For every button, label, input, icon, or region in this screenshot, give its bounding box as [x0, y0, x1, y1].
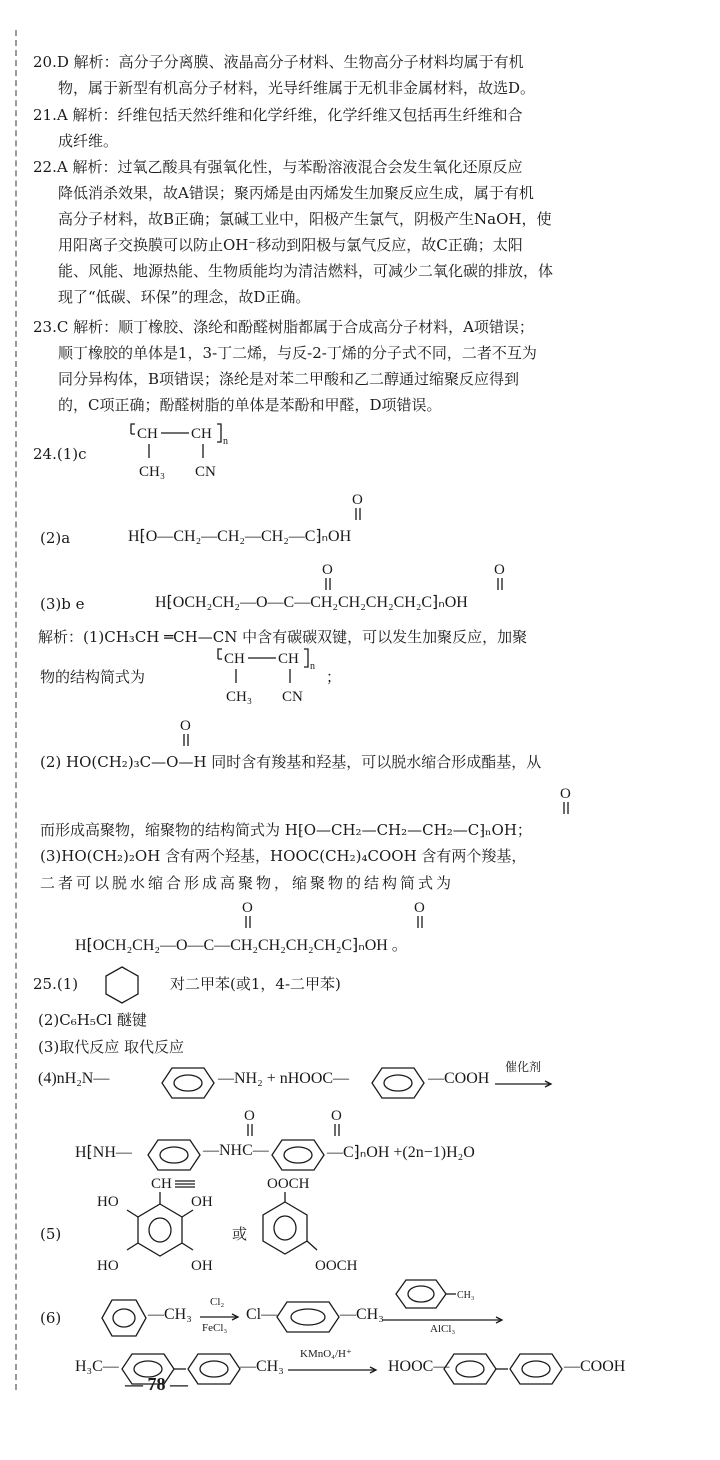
- struct-ch3: CH₃: [226, 689, 253, 705]
- answer-24-2-chain: H⁅O—CH₂—CH₂—CH₂—C⁆ₙOH: [128, 528, 352, 545]
- answer-22-line6: 现了“低碳、环保”的理念，故D正确。: [58, 288, 311, 306]
- answer-20-line1: 20.D 解析：高分子分离膜、液晶高分子材料、生物高分子材料均属于有机: [33, 53, 524, 71]
- answer-24-2-label: (2)a: [40, 529, 71, 547]
- struct-n: n: [223, 436, 228, 447]
- struct-ch3-small: CH₃: [457, 1290, 475, 1301]
- carbonyl-j7a: [238, 898, 258, 930]
- struct-ch3: CH₃: [139, 464, 166, 480]
- product-hooc: HOOC—: [388, 1358, 450, 1375]
- explanation-line3: (2) HO(CH₂)₃C—O—H 同时含有羧基和羟基，可以脱水缩合形成酯基，从: [40, 753, 542, 771]
- carbonyl-o: O: [494, 562, 505, 578]
- reaction-arrow-icon: [288, 1366, 380, 1376]
- benzene-ring-icon: [146, 1138, 202, 1172]
- carbonyl-j3: [176, 716, 196, 748]
- reagent-kmno4: KMnO₄/H⁺: [300, 1348, 352, 1360]
- explanation-line2-end: ；: [326, 668, 342, 686]
- answer-25-4-mid: —NH₂ + nHOOC—: [218, 1070, 350, 1087]
- page-number: — 78 —: [125, 1374, 188, 1394]
- benzene-ring-icon: [270, 1138, 326, 1172]
- benzene-ring-icon: [102, 965, 142, 1005]
- struct-ooch: OOCH: [315, 1258, 358, 1274]
- answer-25-6-label: (6): [40, 1309, 62, 1327]
- answer-24-3-chain: H⁅OCH₂CH₂—O—C—CH₂CH₂CH₂CH₂C⁆ₙOH: [155, 594, 468, 611]
- struct-oh: OH: [191, 1258, 213, 1274]
- carbonyl-j4: [556, 784, 576, 816]
- struct-n: n: [310, 661, 315, 672]
- answer-25-1-label: 25.(1): [33, 975, 79, 993]
- reaction-arrow-icon: [495, 1080, 555, 1090]
- struct-ch-1: CH: [224, 651, 245, 667]
- explanation-line6: 二者可以脱水缩合形成高聚物，缩聚物的结构简式为: [40, 874, 455, 892]
- carbonyl-24-3b: [490, 560, 510, 592]
- reagent-cl2: Cl₂: [210, 1296, 225, 1308]
- explanation-line5: (3)HO(CH₂)₂OH 含有两个羟基，HOOC(CH₂)₄COOH 含有两个羧基，: [40, 847, 527, 865]
- answer-22-line5: 能、风能、地源热能、生物质能均为清洁燃料，可减少二氧化碳的排放，体: [58, 262, 554, 280]
- struct-ho: HO: [97, 1258, 119, 1274]
- explanation-line2: 物的结构简式为: [40, 668, 146, 686]
- struct-ch-1: CH: [137, 426, 158, 442]
- struct-ch: CH: [151, 1176, 172, 1192]
- carbonyl-24-2: [348, 490, 368, 522]
- answer-22-line1: 22.A 解析：过氧乙酸具有强氧化性，与苯酚溶液混合会发生氧化还原反应: [33, 158, 523, 176]
- polymer-structure-1: [125, 420, 235, 482]
- biphenyl-h3c: H₃C—: [75, 1358, 119, 1375]
- toluene-reagent-structure: [396, 1276, 496, 1316]
- carbonyl-j7b: [410, 898, 430, 930]
- carbonyl-o: O: [560, 786, 571, 802]
- reagent-fecl3: FeCl₃: [202, 1322, 228, 1334]
- carbonyl-25-4a: [240, 1106, 260, 1138]
- explanation-line7: H⁅OCH₂CH₂—O—C—CH₂CH₂CH₂CH₂C⁆ₙOH 。: [75, 937, 408, 954]
- answer-25-5-label: (5): [40, 1225, 62, 1243]
- struct-cn: CN: [282, 689, 303, 705]
- reagent-alcl3: AlCl₃: [430, 1323, 456, 1335]
- carbonyl-o: O: [331, 1108, 342, 1124]
- binding-cut-line: [15, 30, 17, 1390]
- answer-23-line3: 同分异构体，B项错误；涤纶是对苯二甲酸和乙二醇通过缩聚反应得到: [58, 370, 520, 388]
- answer-22-line2: 降低消杀效果，故A错误；聚丙烯是由丙烯发生加聚反应生成，属于有机: [58, 184, 534, 202]
- answer-25-4-p3: —C⁆ₙOH +(2n−1)H₂O: [327, 1144, 475, 1161]
- answer-24-3-label: (3)b e: [40, 595, 85, 613]
- benzene-ring-icon: [275, 1300, 341, 1334]
- struct-ch-2: CH: [278, 651, 299, 667]
- answer-23-line2: 顺丁橡胶的单体是1，3-丁二烯，与反-2-丁烯的分子式不同，二者不互为: [58, 344, 537, 362]
- polymer-structure-2: [212, 645, 322, 707]
- carbonyl-o: O: [244, 1108, 255, 1124]
- answer-23-line4: 的，C项正确；酚醛树脂的单体是苯酚和甲醛，D项错误。: [58, 396, 442, 414]
- phenol-alkyne-structure: [95, 1174, 230, 1274]
- answer-25-5-or: 或: [232, 1225, 248, 1243]
- carbonyl-o: O: [352, 492, 363, 508]
- benzene-ring-icon: [160, 1066, 216, 1100]
- answer-25-4-right: —COOH: [428, 1070, 490, 1087]
- chloro-prefix: Cl—: [246, 1306, 278, 1323]
- answer-21-line2: 成纤维。: [58, 132, 119, 150]
- carbonyl-o: O: [414, 900, 425, 916]
- answer-23-line1: 23.C 解析：顺丁橡胶、涤纶和酚醛树脂都属于合成高分子材料，A项错误；: [33, 318, 534, 336]
- struct-ch-2: CH: [191, 426, 212, 442]
- struct-ho: HO: [97, 1194, 119, 1210]
- benzene-ring-icon: [100, 1298, 148, 1338]
- carbonyl-o: O: [242, 900, 253, 916]
- answer-25-4-p2: —NHC—: [203, 1142, 269, 1159]
- carbonyl-25-4b: [327, 1106, 347, 1138]
- answer-24-1-label: 24.(1)c: [33, 445, 87, 463]
- answer-25-2: (2)C₆H₅Cl 醚键: [38, 1011, 147, 1029]
- explanation-line1: 解析：(1)CH₃CH ═CH—CN 中含有碳碳双键，可以发生加聚反应，加聚: [38, 628, 528, 646]
- carbonyl-o: O: [322, 562, 333, 578]
- biphenyl-ch3: —CH₃: [240, 1358, 284, 1375]
- answer-25-4-p1: H⁅NH—: [75, 1144, 132, 1161]
- carbonyl-24-3a: [318, 560, 338, 592]
- answer-22-line4: 用阳离子交换膜可以防止OH⁻移动到阳极与氯气反应，故C正确；太阳: [58, 236, 523, 254]
- answer-25-1-text: 对二甲苯(或1，4-二甲苯): [170, 975, 341, 993]
- explanation-line4: 而形成高聚物，缩聚物的结构简式为 H⁅O—CH₂—CH₂—CH₂—C⁆ₙOH；: [40, 821, 532, 839]
- chlorotoluene-ch3: —CH₃: [340, 1306, 384, 1323]
- benzene-ring-icon: [370, 1066, 426, 1100]
- biphenyl-ring-icon: [442, 1352, 572, 1388]
- carbonyl-o: O: [180, 718, 191, 734]
- answer-21-line1: 21.A 解析：纤维包括天然纤维和化学纤维，化学纤维又包括再生纤维和合: [33, 106, 523, 124]
- toluene-ch3: —CH₃: [148, 1306, 192, 1323]
- answer-25-4-left: (4)nH₂N—: [38, 1070, 110, 1087]
- struct-oh: OH: [191, 1194, 213, 1210]
- diformate-structure: [255, 1172, 375, 1272]
- catalyst-label: 催化剂: [505, 1060, 542, 1074]
- answer-25-3: (3)取代反应 取代反应: [38, 1038, 185, 1056]
- answer-22-line3: 高分子材料，故B正确；氯碱工业中，阳极产生氯气，阴极产生NaOH，使: [58, 210, 552, 228]
- struct-cn: CN: [195, 464, 216, 480]
- answer-20-line2: 物，属于新型有机高分子材料，光导纤维属于无机非金属材料，故选D。: [58, 79, 536, 97]
- product-cooh: —COOH: [564, 1358, 626, 1375]
- struct-ooch: OOCH: [267, 1176, 310, 1192]
